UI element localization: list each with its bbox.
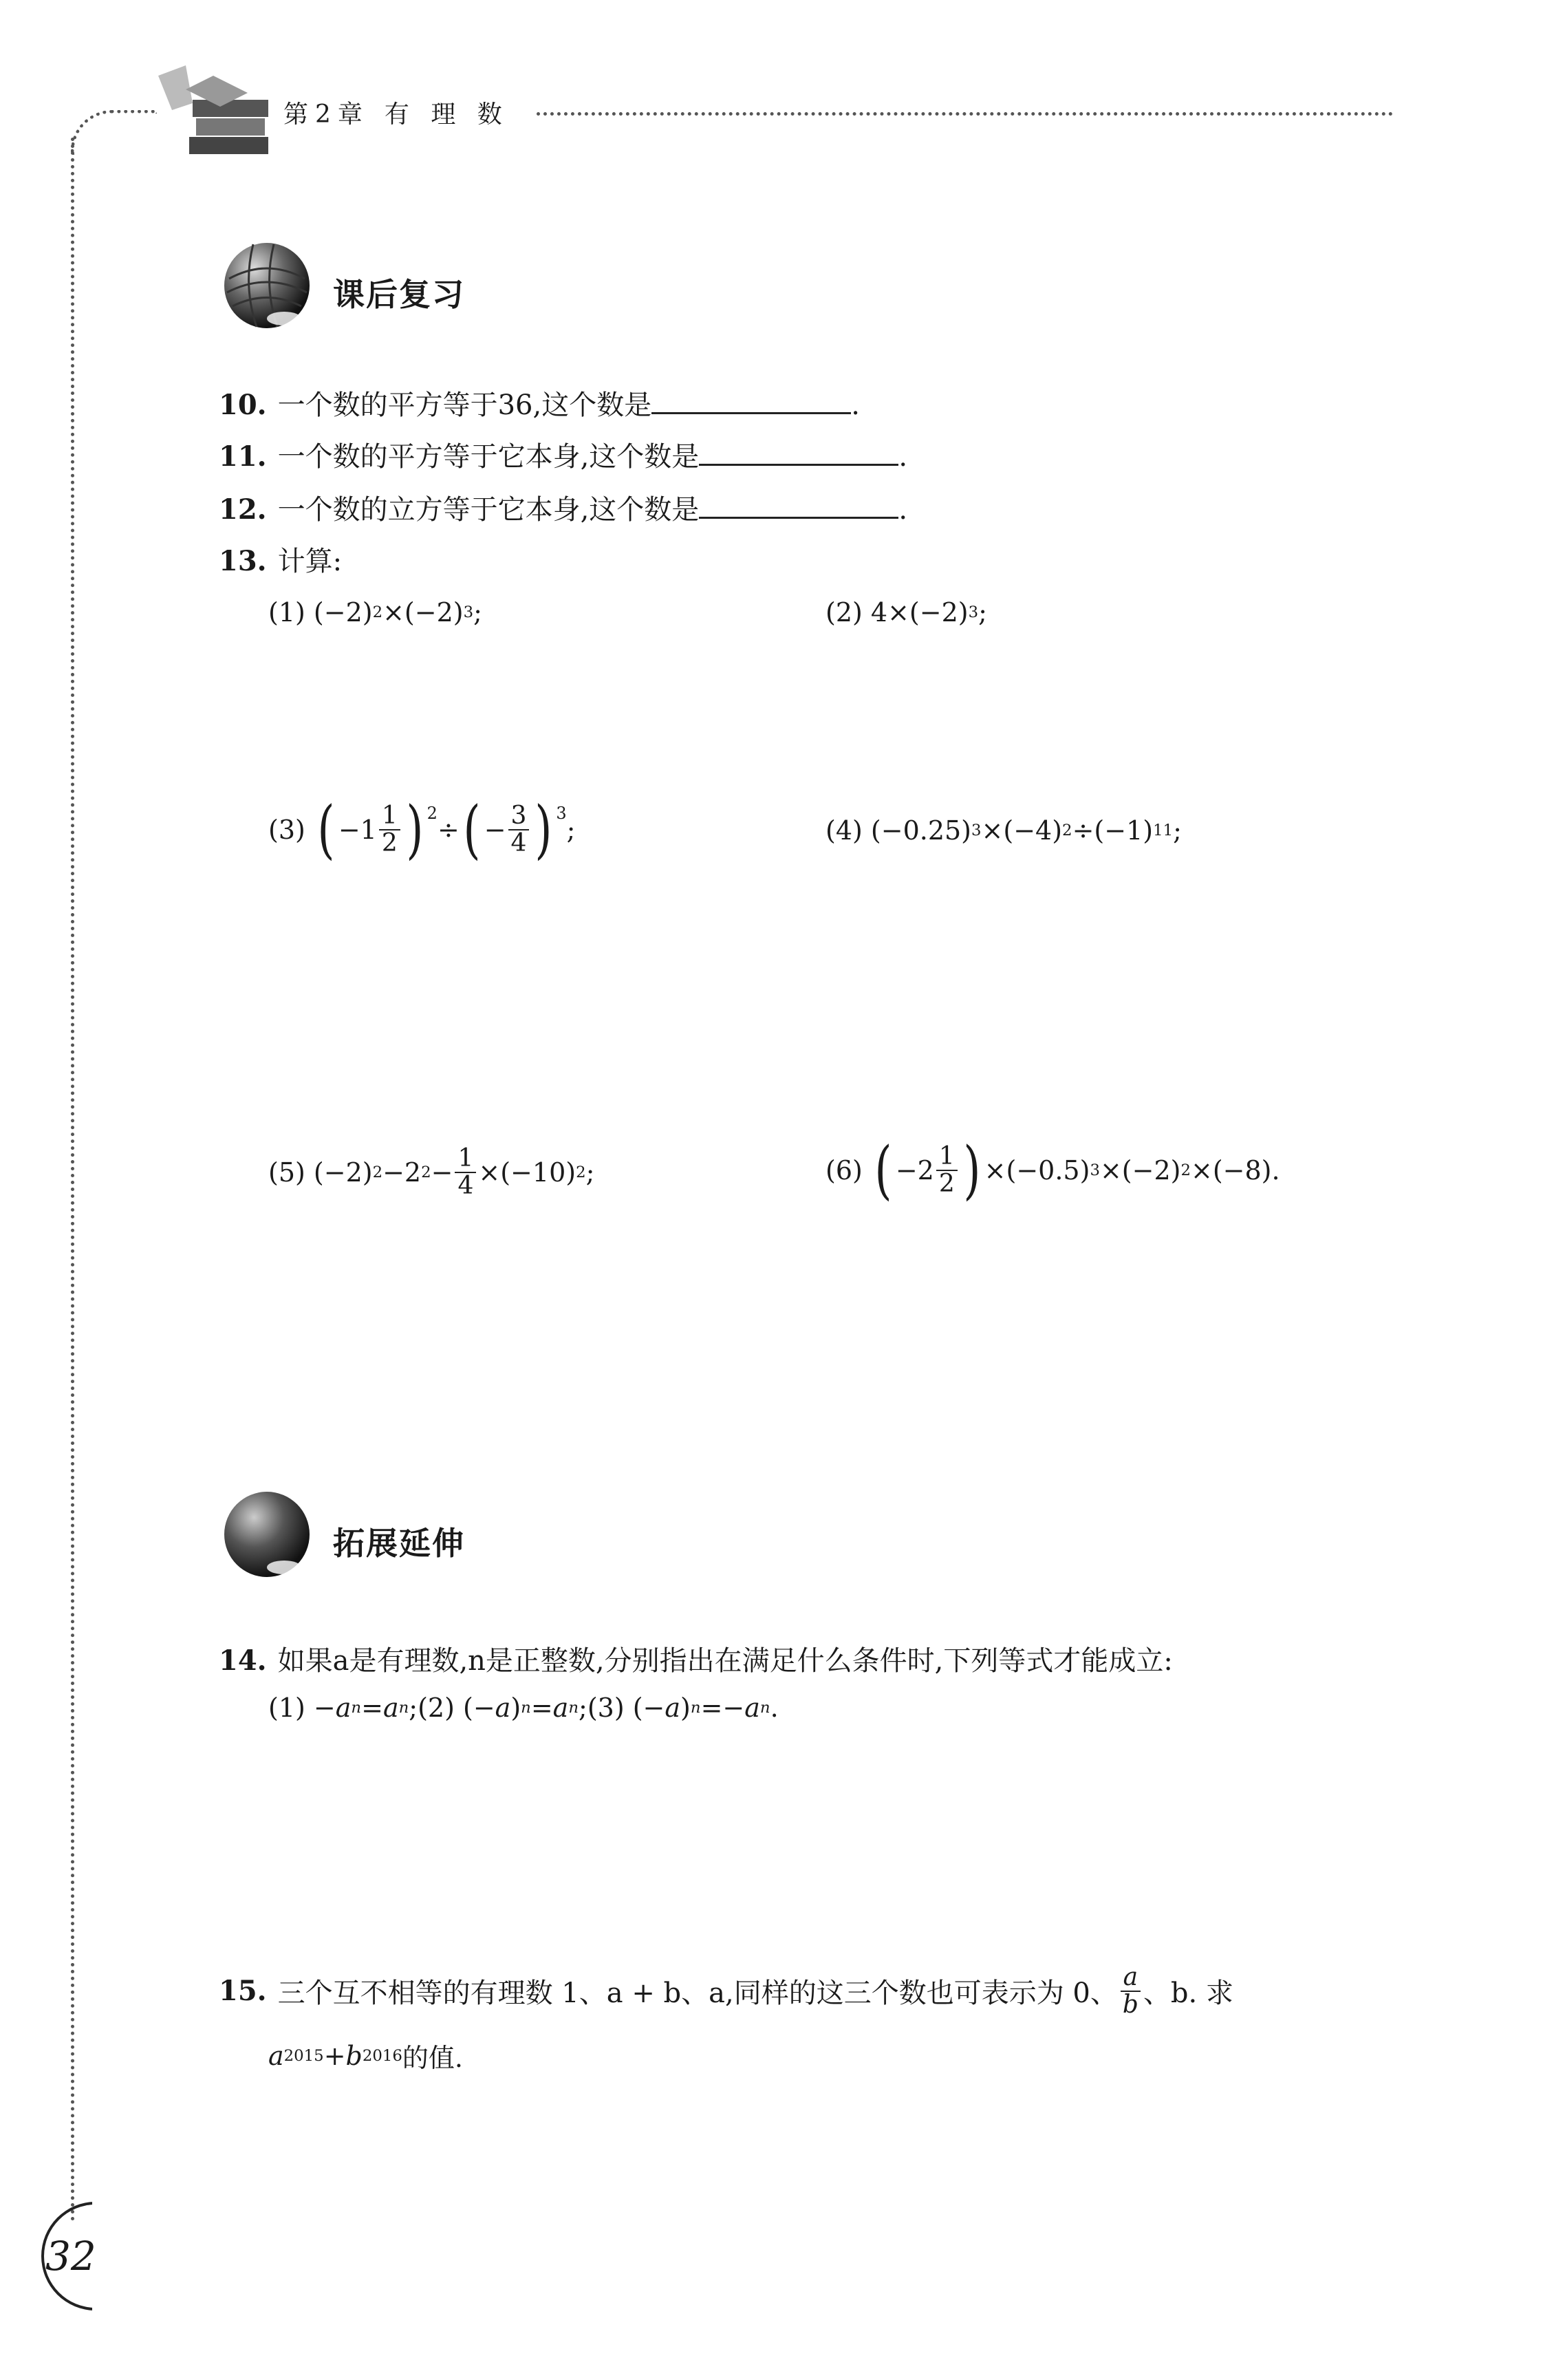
- q13-part-6: (6) ( −2 $\frac{1}{2}$ ) ×(−0.5) 3 ×(−2) 2 ×(−8).: [825, 1133, 1280, 1207]
- question-10: 10. 一个数的平方等于36,这个数是 .: [219, 389, 860, 421]
- question-14: 14. 如果a是有理数,n是正整数,分别指出在满足什么条件时,下列等式才能成立:: [219, 1644, 1173, 1677]
- question-13: 13. 计算:: [219, 545, 343, 577]
- section-title-extension: 拓展延伸: [333, 1525, 465, 1562]
- chapter-label: 第2章: [283, 100, 369, 129]
- answer-blank[interactable]: [699, 496, 898, 519]
- running-header: [283, 95, 509, 130]
- page-border-left: [71, 138, 74, 2222]
- question-15-line-2: a 2015 + b 2016 的值.: [268, 2040, 463, 2073]
- q13-part-5: (5) (−2) 2 −2 2 − $\frac{1}{4}$ ×(−10) 2 ;: [268, 1144, 595, 1200]
- section-heading-extension: [219, 1486, 465, 1583]
- question-15: 15. 三个互不相等的有理数 1、a + b、a,同样的这三个数也可表示为 0、 $\frac{a}{b}$ 、b. 求: [219, 1963, 1233, 2019]
- q13-part-1: (1) (−2) 2 ×(−2) 3 ;: [268, 597, 482, 628]
- header-rule: [537, 112, 1393, 116]
- books-logo-icon: [144, 62, 282, 165]
- question-12: 12. 一个数的立方等于它本身,这个数是 .: [219, 493, 908, 526]
- q13-part-2: (2) 4×(−2) 3 ;: [825, 597, 987, 628]
- page-number: 32: [45, 2233, 96, 2280]
- sphere-icon: [219, 1486, 315, 1583]
- question-11: 11. 一个数的平方等于它本身,这个数是 .: [219, 440, 908, 473]
- answer-blank[interactable]: [651, 392, 851, 414]
- sphere-icon: [219, 237, 315, 334]
- section-heading-review: [219, 237, 465, 334]
- q13-part-3: (3) ( −1 $\frac{1}{2}$ ) 2 ÷ ( − $\frac{3}{4}$ ) 3 ;: [268, 793, 576, 866]
- q14-parts: (1) − a n = a n ;(2) (− a ) n = a n ;(3) (− a ) n =− a n .: [268, 1693, 779, 1723]
- chapter-title: 有 理 数: [384, 100, 509, 129]
- answer-blank[interactable]: [699, 443, 898, 466]
- section-title-review: 课后复习: [333, 276, 465, 313]
- q13-part-4: (4) (−0.25) 3 ×(−4) 2 ÷(−1) 11 ;: [825, 815, 1182, 846]
